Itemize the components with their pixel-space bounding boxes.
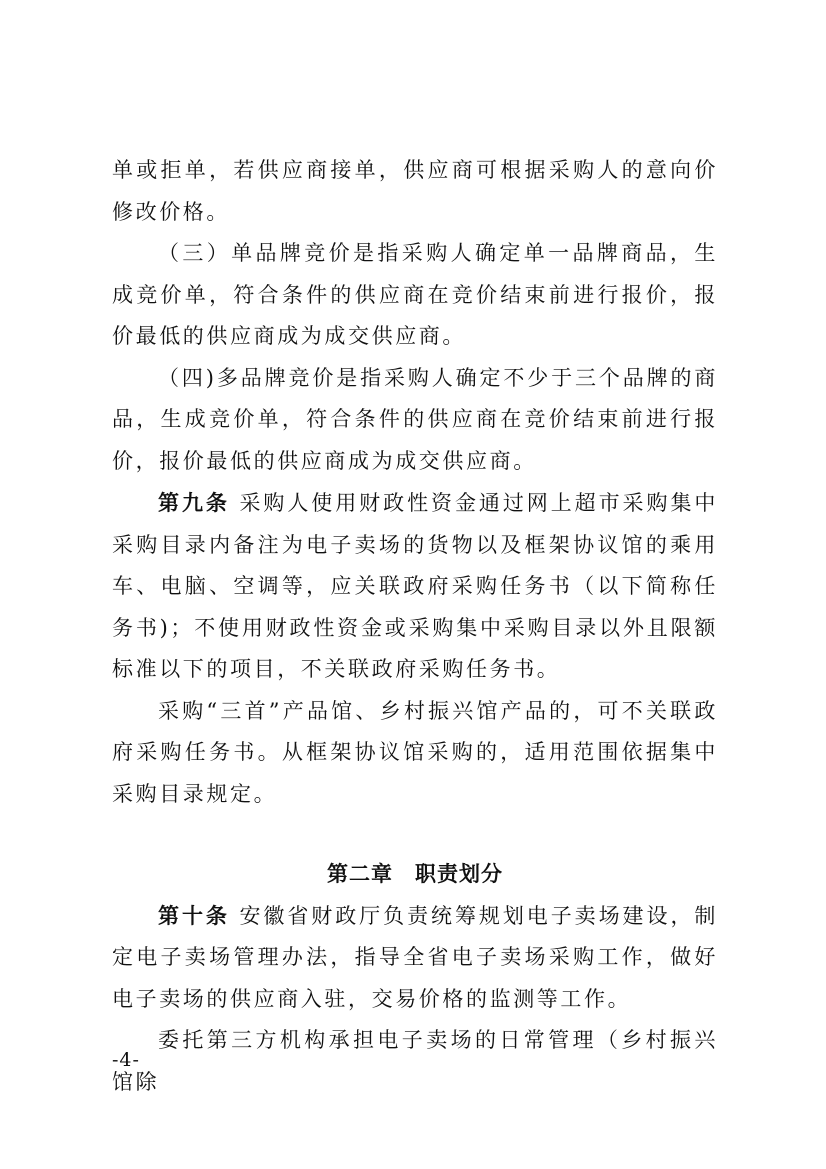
paragraph-multi-brand-bidding: （四)多品牌竞价是指采购人确定不少于三个品牌的商品，生成竞价单，符合条件的供应商在竞价结束前进行报价，报价最低的供应商成为成交供应商。 (112, 365, 718, 473)
section-spacer (112, 815, 718, 853)
paragraph-article-9 (112, 482, 718, 691)
paragraph-entrustment: 委托第三方机构承担电子卖场的日常管理（乡村振兴馆除 (112, 1028, 718, 1094)
article-9-text: 采购人使用财政性资金通过网上超市采购集中采购目录内备注为电子卖场的货物以及框架协议馆的乘用车、电脑、空调等，应关联政府采购任务书（以下简称任务书)；不使用财政性资金或采购集中采购目录以外且限额标准以下的项目，不关联政府采购任务书。 (112, 491, 718, 681)
paragraph-single-brand-bidding: （三）单品牌竞价是指采购人确定单一品牌商品，生成竞价单，符合条件的供应商在竞价结束前进行报价，报价最低的供应商成为成交供应商。 (112, 241, 718, 348)
article-9-label: 第九条 (158, 490, 230, 515)
article-10-text: 安徽省财政厅负责统筹规划电子卖场建设，制定电子卖场管理办法，指导全省电子卖场采购工作，做好电子卖场的供应商入驻，交易价格的监测等工作。 (112, 903, 718, 1011)
article-10-label: 第十条 (158, 902, 230, 928)
document-body (112, 150, 718, 1103)
chapter-heading: 第二章 职责划分 (327, 861, 503, 886)
paragraph-continuation: 单或拒单，若供应商接单，供应商可根据采购人的意向价修改价格。 (112, 158, 718, 224)
paragraph-article-10 (112, 895, 718, 1021)
paragraph-article-9-supplement: 采购“三首”产品馆、乡村振兴馆产品的，可不关联政府采购任务书。从框架协议馆采购的，适用范围依据集中采购目录规定。 (112, 698, 718, 806)
page-number: -4- (112, 1049, 140, 1071)
